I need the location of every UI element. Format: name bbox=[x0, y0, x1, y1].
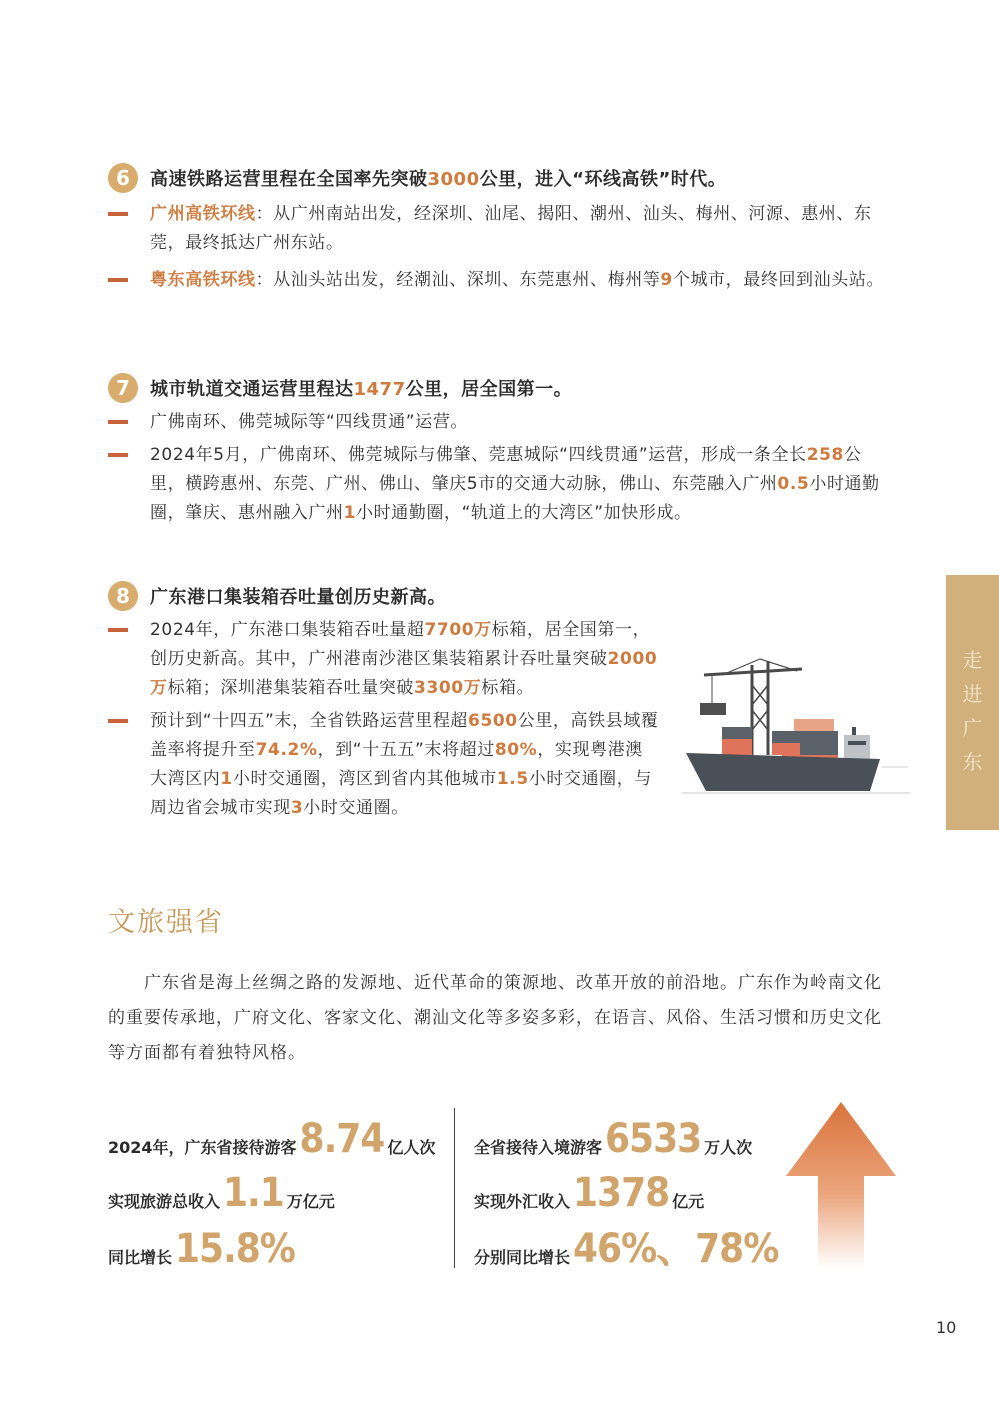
section-6-header bbox=[108, 162, 888, 194]
stat-growth: 同比增长 15.8% bbox=[108, 1226, 295, 1272]
up-arrow-icon bbox=[784, 1100, 898, 1270]
bullet-item: 广佛南环、佛莞城际等“四线贯通”运营。 bbox=[108, 408, 888, 437]
section-6 bbox=[108, 162, 888, 295]
stat-tourists: 2024年，广东省接待游客 8.74 亿人次 bbox=[108, 1116, 436, 1162]
bullet-item: 预计到“十四五”末，全省铁路运营里程超6500公里，高铁县域覆盖率将提升至74.2%，到“十五五”末将超过80%，实现粤港澳大湾区内1小时交通圈，湾区到省内其他城市1.5小时交通圈，与周边省会城市实现3小时交通圈。 bbox=[108, 707, 668, 823]
bullet-item: 粤东高铁环线：从汕头站出发，经潮汕、深圳、东莞惠州、梅州等9个城市，最终回到汕头站。 bbox=[108, 266, 888, 295]
section-7-title: 城市轨道交通运营里程达1477公里，居全国第一。 bbox=[150, 379, 573, 400]
section-6-title: 高速铁路运营里程在全国率先突破3000公里，进入“环线高铁”时代。 bbox=[150, 169, 727, 190]
section-8-title: 广东港口集装箱吞吐量创历史新高。 bbox=[150, 587, 446, 608]
section-7 bbox=[108, 372, 888, 528]
bullet-item: 2024年5月，广佛南环、佛莞城际与佛肇、莞惠城际“四线贯通”运营，形成一条全长258公里，横跨惠州、东莞、广州、佛山、肇庆5市的交通大动脉，佛山、东莞融入广州0.5小时通勤圈，肇庆、惠州融入广州1小时通勤圈，“轨道上的大湾区”加快形成。 bbox=[108, 441, 888, 528]
number-badge-8: 8 bbox=[108, 581, 138, 611]
stat-tourism-revenue: 实现旅游总收入 1.1 万亿元 bbox=[108, 1170, 335, 1216]
stat-inbound-tourists: 全省接待入境游客 6533 万人次 bbox=[474, 1116, 753, 1162]
side-tab-char: 走 bbox=[962, 648, 983, 672]
intro-paragraph: 广东省是海上丝绸之路的发源地、近代革命的策源地、改革开放的前沿地。广东作为岭南文化的重要传承地，广府文化、客家文化、潮汕文化等多姿多彩，在语言、风俗、生活习惯和历史文化等方面都有着独特风格。 bbox=[108, 973, 882, 1063]
section-heading: 文旅强省 bbox=[108, 907, 224, 938]
page-number: 10 bbox=[936, 1318, 957, 1337]
side-tab-char: 进 bbox=[962, 682, 983, 706]
bullet-item: 2024年，广东港口集装箱吞吐量超7700万标箱，居全国第一，创历史新高。其中，广州港南沙港区集装箱累计吞吐量突破2000万标箱；深圳港集装箱吞吐量突破3300万标箱。 bbox=[108, 616, 668, 703]
side-tab bbox=[946, 575, 999, 830]
section-8-header bbox=[108, 580, 668, 612]
dash-icon bbox=[108, 453, 128, 457]
stat-growth-pair: 分别同比增长 46%、78% bbox=[474, 1226, 779, 1272]
divider bbox=[454, 1108, 455, 1268]
section-8 bbox=[108, 580, 668, 823]
number-badge-6: 6 bbox=[108, 163, 138, 193]
dash-icon bbox=[108, 212, 128, 216]
dash-icon bbox=[108, 719, 128, 723]
container-ship-illustration bbox=[682, 655, 912, 800]
side-tab-char: 东 bbox=[962, 750, 983, 774]
dash-icon bbox=[108, 278, 128, 282]
number-badge-7: 7 bbox=[108, 373, 138, 403]
bullet-item: 广州高铁环线：从广州南站出发，经深圳、汕尾、揭阳、潮州、汕头、梅州、河源、惠州、东莞，最终抵达广州东站。 bbox=[108, 200, 888, 258]
stat-forex-income: 实现外汇收入 1378 亿元 bbox=[474, 1170, 705, 1216]
side-tab-char: 广 bbox=[962, 716, 983, 740]
section-7-header bbox=[108, 372, 888, 404]
dash-icon bbox=[108, 628, 128, 632]
dash-icon bbox=[108, 420, 128, 424]
